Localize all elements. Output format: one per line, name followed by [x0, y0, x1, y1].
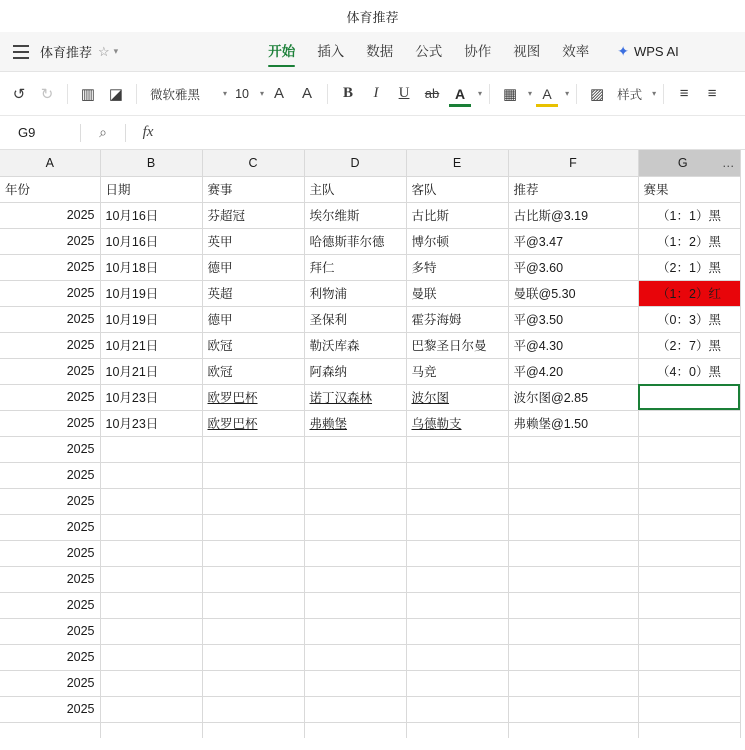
cell-g10[interactable]	[638, 410, 740, 436]
table-row	[0, 202, 740, 228]
cell-f17[interactable]	[508, 592, 638, 618]
cell-f8[interactable]: 平@4.20	[508, 358, 638, 384]
strikethrough-button[interactable]: ab	[424, 86, 440, 101]
italic-button[interactable]: I	[373, 85, 379, 101]
cell-e10[interactable]: 乌德勒支	[406, 410, 508, 436]
column-header-e[interactable]: E	[406, 150, 508, 176]
chevron-down-icon[interactable]: ▾	[528, 89, 533, 98]
cell-e2[interactable]: 古比斯	[406, 202, 508, 228]
cell-a8[interactable]: 2025	[0, 358, 100, 384]
cell-g17[interactable]	[638, 592, 740, 618]
cell-f18[interactable]	[508, 618, 638, 644]
cell-d13[interactable]	[304, 488, 406, 514]
cell-c13[interactable]	[202, 488, 304, 514]
cell-c11[interactable]	[202, 436, 304, 462]
font-size-select[interactable]: 10	[235, 86, 249, 101]
cell-c9[interactable]: 欧罗巴杯	[202, 384, 304, 410]
cell-b13[interactable]	[100, 488, 202, 514]
chevron-down-icon[interactable]: ▾	[478, 89, 483, 98]
window-titlebar	[0, 0, 745, 32]
formula-input[interactable]	[170, 116, 745, 149]
cell-c19[interactable]	[202, 644, 304, 670]
cell-e3[interactable]: 博尔顿	[406, 228, 508, 254]
paste-icon[interactable]: ▥	[80, 85, 96, 103]
cell-f14[interactable]	[508, 514, 638, 540]
borders-icon[interactable]: ▦	[502, 85, 518, 103]
chevron-down-icon[interactable]: ▾	[652, 89, 657, 98]
cell-g21[interactable]	[638, 696, 740, 722]
cell-a6[interactable]: 2025	[0, 306, 100, 332]
cell-a20[interactable]: 2025	[0, 670, 100, 696]
cell-g13[interactable]	[638, 488, 740, 514]
cell-g1[interactable]: 赛果	[638, 176, 740, 202]
cell-a21[interactable]: 2025	[0, 696, 100, 722]
redo-icon[interactable]: ↻	[40, 85, 54, 103]
cell-d21[interactable]	[304, 696, 406, 722]
cell-e21[interactable]	[406, 696, 508, 722]
cell-f11[interactable]	[508, 436, 638, 462]
cell-g14[interactable]	[638, 514, 740, 540]
wps-ai-button[interactable]	[617, 43, 679, 60]
cell-d14[interactable]	[304, 514, 406, 540]
table-row	[0, 514, 740, 540]
undo-icon[interactable]: ↺	[12, 85, 26, 103]
cell-a19[interactable]: 2025	[0, 644, 100, 670]
cell-f5[interactable]: 曼联@5.30	[508, 280, 638, 306]
cell-f13[interactable]	[508, 488, 638, 514]
table-row	[0, 358, 740, 384]
cell-d5[interactable]: 利物浦	[304, 280, 406, 306]
tab-insert[interactable]: 插入	[317, 44, 345, 59]
cell-c16[interactable]	[202, 566, 304, 592]
cell-g19[interactable]	[638, 644, 740, 670]
cell-f10[interactable]: 弗赖堡@1.50	[508, 410, 638, 436]
cell-c15[interactable]	[202, 540, 304, 566]
cell-b21[interactable]	[100, 696, 202, 722]
cell-e6[interactable]: 霍芬海姆	[406, 306, 508, 332]
cell-b15[interactable]	[100, 540, 202, 566]
cell-g8[interactable]: （4：0）黑	[638, 358, 740, 384]
toolbar-divider	[489, 84, 490, 104]
cell-a18[interactable]: 2025	[0, 618, 100, 644]
cell-f19[interactable]	[508, 644, 638, 670]
formula-bar	[0, 116, 745, 150]
cell-a4[interactable]: 2025	[0, 254, 100, 280]
cell-b12[interactable]	[100, 462, 202, 488]
tab-efficiency[interactable]: 效率	[562, 44, 590, 59]
cell-c8[interactable]: 欧冠	[202, 358, 304, 384]
cell-e4[interactable]: 多特	[406, 254, 508, 280]
cell-f12[interactable]	[508, 462, 638, 488]
cell-b11[interactable]	[100, 436, 202, 462]
cell-b10[interactable]: 10月23日	[100, 410, 202, 436]
table-row	[0, 306, 740, 332]
column-header-b[interactable]: B	[100, 150, 202, 176]
table-row	[0, 436, 740, 462]
column-header-c[interactable]: C	[202, 150, 304, 176]
column-header-g[interactable]	[638, 150, 740, 176]
cell-c22[interactable]	[202, 722, 304, 738]
cell-f4[interactable]: 平@3.60	[508, 254, 638, 280]
cell-d19[interactable]	[304, 644, 406, 670]
cell-e8[interactable]: 马竞	[406, 358, 508, 384]
cell-g4[interactable]: （2：1）黑	[638, 254, 740, 280]
wps-ai-label: WPS AI	[633, 44, 679, 59]
cell-b9[interactable]: 10月23日	[100, 384, 202, 410]
chevron-down-icon[interactable]: ▾	[113, 46, 119, 56]
cell-e14[interactable]	[406, 514, 508, 540]
cell-a13[interactable]: 2025	[0, 488, 100, 514]
cell-d9[interactable]: 诺丁汉森林	[304, 384, 406, 410]
column-overflow-icon[interactable]: …	[722, 155, 735, 170]
table-row	[0, 254, 740, 280]
cell-c14[interactable]	[202, 514, 304, 540]
sheet-grid[interactable]	[0, 150, 745, 738]
cell-a14[interactable]: 2025	[0, 514, 100, 540]
align-left-icon[interactable]: ≡	[679, 85, 689, 102]
cell-g11[interactable]	[638, 436, 740, 462]
font-color-icon[interactable]: A	[447, 80, 473, 108]
column-header-d[interactable]: D	[304, 150, 406, 176]
increase-font-size-icon[interactable]: A	[274, 85, 285, 102]
cell-a10[interactable]: 2025	[0, 410, 100, 436]
cell-d1[interactable]: 主队	[304, 176, 406, 202]
font-name-select[interactable]: 微软雅黑	[150, 87, 201, 102]
chevron-down-icon[interactable]: ▾	[565, 89, 570, 98]
cell-b8[interactable]: 10月21日	[100, 358, 202, 384]
cell-g5[interactable]: （1：2）红	[638, 280, 740, 306]
cell-c12[interactable]	[202, 462, 304, 488]
cell-g7[interactable]: （2：7）黑	[638, 332, 740, 358]
cell-b4[interactable]: 10月18日	[100, 254, 202, 280]
ribbon-tabbar	[0, 32, 745, 72]
cell-f16[interactable]	[508, 566, 638, 592]
column-header-f[interactable]: F	[508, 150, 638, 176]
cell-g16[interactable]	[638, 566, 740, 592]
cell-f20[interactable]	[508, 670, 638, 696]
cell-b18[interactable]	[100, 618, 202, 644]
cell-style-button[interactable]: 样式	[617, 87, 643, 102]
cell-b14[interactable]	[100, 514, 202, 540]
sheet-body	[0, 176, 740, 738]
cell-e12[interactable]	[406, 462, 508, 488]
cell-f9[interactable]: 波尔图@2.85	[508, 384, 638, 410]
table-row	[0, 722, 740, 738]
table-row	[0, 176, 740, 202]
cell-a5[interactable]: 2025	[0, 280, 100, 306]
table-row	[0, 332, 740, 358]
cell-a2[interactable]: 2025	[0, 202, 100, 228]
toolbar-divider	[663, 84, 664, 104]
ai-sparkle-icon: ✦	[617, 43, 629, 59]
cell-a1[interactable]: 年份	[0, 176, 100, 202]
cell-b7[interactable]: 10月21日	[100, 332, 202, 358]
tab-collaborate[interactable]: 协作	[464, 44, 492, 59]
cell-d12[interactable]	[304, 462, 406, 488]
cell-a22[interactable]	[0, 722, 100, 738]
tab-data[interactable]: 数据	[366, 44, 394, 59]
tab-formula[interactable]: 公式	[415, 44, 443, 59]
cell-d16[interactable]	[304, 566, 406, 592]
cell-c21[interactable]	[202, 696, 304, 722]
cell-e7[interactable]: 巴黎圣日尔曼	[406, 332, 508, 358]
cell-f2[interactable]: 古比斯@3.19	[508, 202, 638, 228]
cell-d2[interactable]: 埃尔维斯	[304, 202, 406, 228]
cell-c5[interactable]: 英超	[202, 280, 304, 306]
cell-a16[interactable]: 2025	[0, 566, 100, 592]
cell-c4[interactable]: 德甲	[202, 254, 304, 280]
cell-e15[interactable]	[406, 540, 508, 566]
cell-a17[interactable]: 2025	[0, 592, 100, 618]
chevron-down-icon[interactable]: ▾	[260, 89, 265, 98]
cell-e11[interactable]	[406, 436, 508, 462]
cell-c10[interactable]: 欧罗巴杯	[202, 410, 304, 436]
format-painter-icon[interactable]: ◪	[108, 85, 124, 103]
table-row	[0, 488, 740, 514]
cell-e16[interactable]	[406, 566, 508, 592]
cell-d6[interactable]: 圣保利	[304, 306, 406, 332]
cell-c18[interactable]	[202, 618, 304, 644]
tab-view[interactable]: 视图	[513, 44, 541, 59]
cell-d4[interactable]: 拜仁	[304, 254, 406, 280]
table-row	[0, 644, 740, 670]
cell-e19[interactable]	[406, 644, 508, 670]
cell-g18[interactable]	[638, 618, 740, 644]
cell-e13[interactable]	[406, 488, 508, 514]
tab-start[interactable]: 开始	[268, 40, 295, 63]
cell-g3[interactable]: （1：2）黑	[638, 228, 740, 254]
cell-g20[interactable]	[638, 670, 740, 696]
table-row	[0, 228, 740, 254]
table-row	[0, 696, 740, 722]
column-header-a[interactable]: A	[0, 150, 100, 176]
cell-b1[interactable]: 日期	[100, 176, 202, 202]
table-row	[0, 592, 740, 618]
cell-a7[interactable]: 2025	[0, 332, 100, 358]
cell-e20[interactable]	[406, 670, 508, 696]
cell-a15[interactable]: 2025	[0, 540, 100, 566]
cell-d22[interactable]	[304, 722, 406, 738]
cell-b20[interactable]	[100, 670, 202, 696]
cell-g6[interactable]: （0：3）黑	[638, 306, 740, 332]
window-title: 体育推荐	[346, 9, 399, 25]
cell-c17[interactable]	[202, 592, 304, 618]
table-row	[0, 462, 740, 488]
cell-g15[interactable]	[638, 540, 740, 566]
cell-d20[interactable]	[304, 670, 406, 696]
cell-f15[interactable]	[508, 540, 638, 566]
cell-b17[interactable]	[100, 592, 202, 618]
table-row	[0, 540, 740, 566]
cell-d11[interactable]	[304, 436, 406, 462]
sheet-table	[0, 150, 741, 738]
document-title: 体育推荐	[40, 45, 93, 60]
cell-a3[interactable]: 2025	[0, 228, 100, 254]
cell-c3[interactable]: 英甲	[202, 228, 304, 254]
cell-g9-selected[interactable]	[638, 384, 740, 410]
cell-b2[interactable]: 10月16日	[100, 202, 202, 228]
cell-c7[interactable]: 欧冠	[202, 332, 304, 358]
cell-c6[interactable]: 德甲	[202, 306, 304, 332]
cell-e5[interactable]: 曼联	[406, 280, 508, 306]
cell-b16[interactable]	[100, 566, 202, 592]
cell-c20[interactable]	[202, 670, 304, 696]
cell-d18[interactable]	[304, 618, 406, 644]
decrease-font-size-icon[interactable]: A	[302, 85, 313, 102]
cell-d17[interactable]	[304, 592, 406, 618]
cell-e9[interactable]: 波尔图	[406, 384, 508, 410]
toolbar-divider	[136, 84, 137, 104]
cell-c1[interactable]: 赛事	[202, 176, 304, 202]
align-more-icon[interactable]: ≡	[707, 85, 717, 102]
column-header-row	[0, 150, 740, 176]
cell-style-icon[interactable]: ▨	[589, 85, 605, 103]
cell-f7[interactable]: 平@4.30	[508, 332, 638, 358]
cell-f21[interactable]	[508, 696, 638, 722]
table-row	[0, 410, 740, 436]
cell-d15[interactable]	[304, 540, 406, 566]
table-row	[0, 670, 740, 696]
cell-c2[interactable]: 芬超冠	[202, 202, 304, 228]
cell-b19[interactable]	[100, 644, 202, 670]
cell-g2[interactable]: （1：1）黑	[638, 202, 740, 228]
cell-e17[interactable]	[406, 592, 508, 618]
cell-e1[interactable]: 客队	[406, 176, 508, 202]
chevron-down-icon[interactable]: ▾	[223, 89, 228, 98]
cell-d8[interactable]: 阿森纳	[304, 358, 406, 384]
cell-f3[interactable]: 平@3.47	[508, 228, 638, 254]
table-row	[0, 384, 740, 410]
cell-b22[interactable]	[100, 722, 202, 738]
cell-a11[interactable]: 2025	[0, 436, 100, 462]
cell-f1[interactable]: 推荐	[508, 176, 638, 202]
cell-b6[interactable]: 10月19日	[100, 306, 202, 332]
cell-f6[interactable]: 平@3.50	[508, 306, 638, 332]
formatting-toolbar	[0, 72, 745, 116]
cell-d10[interactable]: 弗赖堡	[304, 410, 406, 436]
cell-d7[interactable]: 勒沃库森	[304, 332, 406, 358]
ribbon-tabs	[268, 40, 589, 63]
bold-button[interactable]: B	[343, 85, 354, 101]
name-box[interactable]: G9	[18, 125, 36, 140]
toolbar-divider	[327, 84, 328, 104]
cell-e18[interactable]	[406, 618, 508, 644]
cell-f22[interactable]	[508, 722, 638, 738]
table-row	[0, 280, 740, 306]
menu-icon[interactable]	[10, 41, 32, 63]
fx-icon[interactable]: fx	[142, 124, 154, 140]
cell-d3[interactable]: 哈德斯菲尔德	[304, 228, 406, 254]
underline-button[interactable]: U	[398, 85, 410, 101]
cell-a9[interactable]: 2025	[0, 384, 100, 410]
cell-g12[interactable]	[638, 462, 740, 488]
fill-color-icon[interactable]: A	[534, 80, 560, 108]
cell-b3[interactable]: 10月16日	[100, 228, 202, 254]
search-icon[interactable]: ⌕	[99, 124, 107, 140]
table-row	[0, 566, 740, 592]
star-icon[interactable]: ☆	[98, 43, 110, 59]
table-row	[0, 618, 740, 644]
cell-e22[interactable]	[406, 722, 508, 738]
column-header-g-label: G	[677, 155, 688, 170]
toolbar-divider	[576, 84, 577, 104]
toolbar-divider	[67, 84, 68, 104]
cell-g22[interactable]	[638, 722, 740, 738]
cell-a12[interactable]: 2025	[0, 462, 100, 488]
cell-b5[interactable]: 10月19日	[100, 280, 202, 306]
